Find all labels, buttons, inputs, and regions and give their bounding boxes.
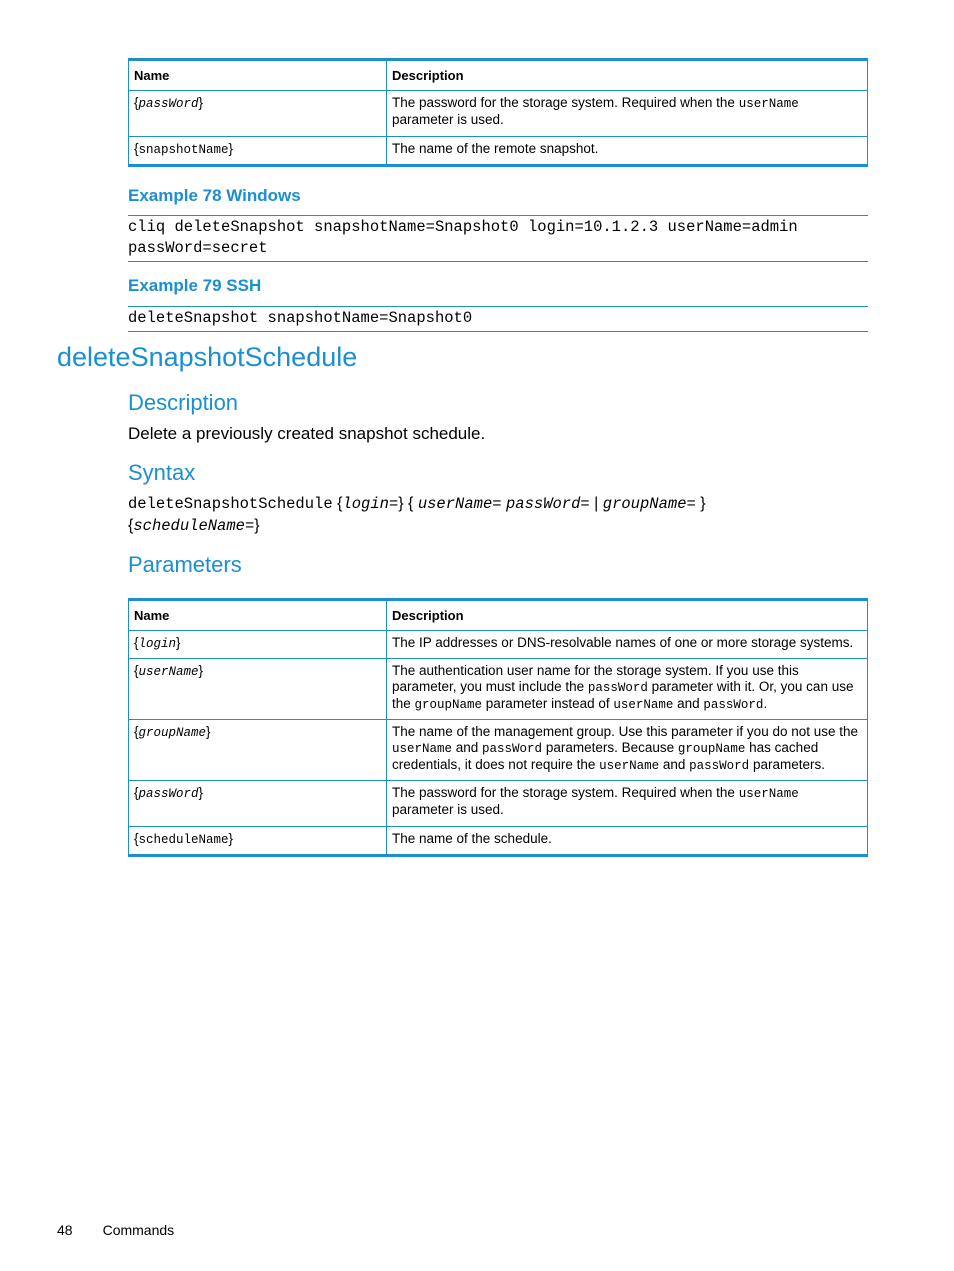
table-row: [129, 631, 868, 659]
param-name: scheduleName: [138, 833, 229, 847]
syntax-groupname: groupName=: [602, 495, 696, 513]
code-ref: userName: [392, 742, 453, 756]
syntax-login: login=: [342, 495, 399, 513]
desc-text: parameters. Because: [542, 740, 678, 755]
section-title: deleteSnapshotSchedule: [57, 342, 358, 372]
parameters-heading: Parameters: [128, 552, 242, 577]
desc-text: The password for the storage system. Required when the: [392, 785, 739, 800]
param-desc-cell: [387, 720, 868, 781]
code-ref: userName: [738, 787, 799, 801]
example-79-title: Example 79 SSH: [128, 276, 262, 295]
desc-text: parameter with it. Or, you can use the: [392, 679, 854, 711]
code-ref: passWord: [482, 742, 543, 756]
parameters-table: [128, 598, 868, 857]
param-name: passWord: [138, 97, 199, 111]
param-name: passWord: [138, 787, 199, 801]
desc-text: parameter is used.: [392, 802, 504, 817]
footer-section-title: Commands: [102, 1222, 175, 1238]
table-row: [129, 720, 868, 781]
code-ref: passWord: [689, 759, 750, 773]
table-row: [129, 781, 868, 827]
param-name: groupName: [138, 726, 207, 740]
param-name: login: [138, 637, 177, 651]
desc-text: has cached credentials, it does not require the: [392, 740, 819, 772]
code-ref: passWord: [703, 698, 764, 712]
desc-text: and: [673, 696, 704, 711]
syntax-username: userName=: [417, 495, 502, 513]
desc-text: .: [763, 696, 768, 711]
param-desc-cell: The IP addresses or DNS-resolvable names of one or more storage systems.: [387, 631, 868, 659]
code-ref: passWord: [587, 681, 648, 695]
column-header-name: Name: [129, 60, 387, 91]
desc-text: The authentication user name for the storage system. If you use this parameter, you must include the: [392, 663, 799, 694]
param-desc-cell: [387, 91, 868, 137]
table-row: [129, 659, 868, 720]
page-number: 48: [57, 1222, 73, 1238]
desc-text: The password for the storage system. Required when the: [392, 95, 739, 110]
top-parameter-table: [128, 58, 868, 167]
page-footer: [57, 1222, 174, 1238]
code-ref: userName: [599, 759, 660, 773]
table-header-row: [129, 600, 868, 631]
param-desc-cell: The name of the remote snapshot.: [387, 137, 868, 166]
code-ref: userName: [738, 97, 799, 111]
param-name-cell: {passWord}: [129, 781, 387, 827]
column-header-description: Description: [387, 600, 868, 631]
desc-text: parameter is used.: [392, 112, 504, 127]
syntax-block: deleteSnapshotSchedule {login=} { userName= passWord= | groupName= } {scheduleName=}: [128, 495, 706, 535]
syntax-password: passWord=: [506, 495, 590, 513]
syntax-heading: Syntax: [128, 460, 196, 485]
param-desc-cell: [387, 781, 868, 827]
param-desc-cell: The name of the schedule.: [387, 827, 868, 856]
table-row: [129, 91, 868, 137]
desc-text: parameters.: [749, 757, 825, 772]
example-78-title: Example 78 Windows: [128, 186, 301, 205]
param-name-cell: {passWord}: [129, 91, 387, 137]
param-name-cell: {scheduleName}: [129, 827, 387, 856]
example-78-code: cliq deleteSnapshot snapshotName=Snapshot0 login=10.1.2.3 userName=admin passWord=secret: [128, 215, 868, 262]
param-name-cell: {groupName}: [129, 720, 387, 781]
table-row: [129, 137, 868, 166]
column-header-name: Name: [129, 600, 387, 631]
param-name-cell: {userName}: [129, 659, 387, 720]
syntax-pipe: |: [594, 495, 599, 512]
desc-text: and: [452, 740, 483, 755]
column-header-description: Description: [387, 60, 868, 91]
example-79-code: deleteSnapshot snapshotName=Snapshot0: [128, 306, 868, 332]
syntax-schedulename: scheduleName=: [133, 517, 255, 535]
syntax-command: deleteSnapshotSchedule: [128, 495, 333, 513]
param-name: userName: [138, 665, 199, 679]
description-text: Delete a previously created snapshot schedule.: [128, 424, 486, 443]
param-name-cell: {login}: [129, 631, 387, 659]
code-ref: groupName: [677, 742, 746, 756]
code-ref: userName: [613, 698, 674, 712]
table-header-row: [129, 60, 868, 91]
param-name-cell: {snapshotName}: [129, 137, 387, 166]
code-ref: groupName: [414, 698, 483, 712]
param-name: snapshotName: [138, 143, 229, 157]
desc-text: and: [659, 757, 690, 772]
table-row: [129, 827, 868, 856]
desc-text: parameter instead of: [482, 696, 614, 711]
param-desc-cell: [387, 659, 868, 720]
desc-text: The name of the management group. Use this parameter if you do not use the: [392, 724, 859, 739]
description-heading: Description: [128, 390, 239, 415]
